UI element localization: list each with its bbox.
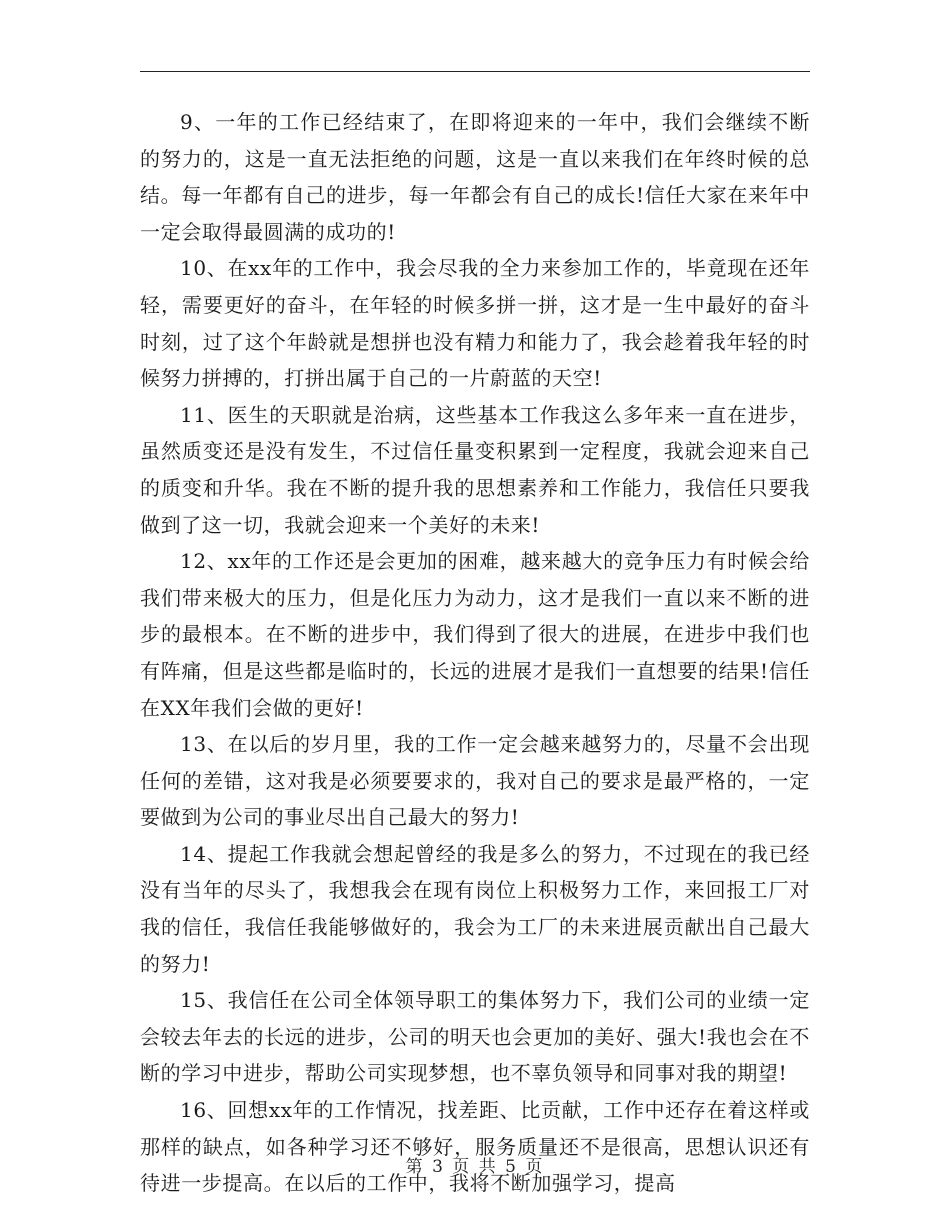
- header-rule: [140, 71, 810, 72]
- paragraph-16: 16、回想xx年的工作情况，找差距、比贡献，工作中还存在着这样或那样的缺点，如各种学习还不够好，服务质量还不是很高，思想认识还有待进一步提高。在以后的工作中，我将不断加强学习，提高: [140, 1098, 810, 1196]
- paragraph-13: 13、在以后的岁月里，我的工作一定会越来越努力的，尽量不会出现任何的差错，这对我是必须要要求的，我对自己的要求是最严格的，一定要做到为公司的事业尽出自己最大的努力!: [140, 732, 810, 830]
- document-body: [140, 104, 810, 1202]
- paragraph-10: 10、在xx年的工作中，我会尽我的全力来参加工作的，毕竟现在还年轻，需要更好的奋斗，在年轻的时候多拼一拼，这才是一生中最好的奋斗时刻，过了这个年龄就是想拼也没有精力和能力了，我会趁着我年轻的时候努力拼搏的，打拼出属于自己的一片蔚蓝的天空!: [140, 256, 810, 391]
- paragraph-14: 14、提起工作我就会想起曾经的我是多么的努力，不过现在的我已经没有当年的尽头了，我想我会在现有岗位上积极努力工作，来回报工厂对我的信任，我信任我能够做好的，我会为工厂的未来进展贡献出自己最大的努力!: [140, 841, 810, 976]
- paragraph-12: 12、xx年的工作还是会更加的困难，越来越大的竞争压力有时候会给我们带来极大的压力，但是化压力为动力，这才是我们一直以来不断的进步的最根本。在不断的进步中，我们得到了很大的进展，在进步中我们也有阵痛，但是这些都是临时的，长远的进展才是我们一直想要的结果!信任在XX年我们会做的更好!: [140, 549, 810, 720]
- page-number-footer: 第 3 页 共 5 页: [405, 1157, 545, 1177]
- paragraph-15: 15、我信任在公司全体领导职工的集体努力下，我们公司的业绩一定会较去年去的长远的进步，公司的明天也会更加的美好、强大!我也会在不断的学习中进步，帮助公司实现梦想，也不辜负领导和同事对我的期望!: [140, 988, 810, 1086]
- paragraph-11: 11、医生的天职就是治病，这些基本工作我这么多年来一直在进步，虽然质变还是没有发生，不过信任量变积累到一定程度，我就会迎来自己的质变和升华。我在不断的提升我的思想素养和工作能力，我信任只要我做到了这一切，我就会迎来一个美好的未来!: [140, 402, 810, 537]
- paragraph-9: 9、一年的工作已经结束了，在即将迎来的一年中，我们会继续不断的努力的，这是一直无法拒绝的问题，这是一直以来我们在年终时候的总结。每一年都有自己的进步，每一年都会有自己的成长!信任大家在来年中一定会取得最圆满的成功的!: [140, 110, 810, 244]
